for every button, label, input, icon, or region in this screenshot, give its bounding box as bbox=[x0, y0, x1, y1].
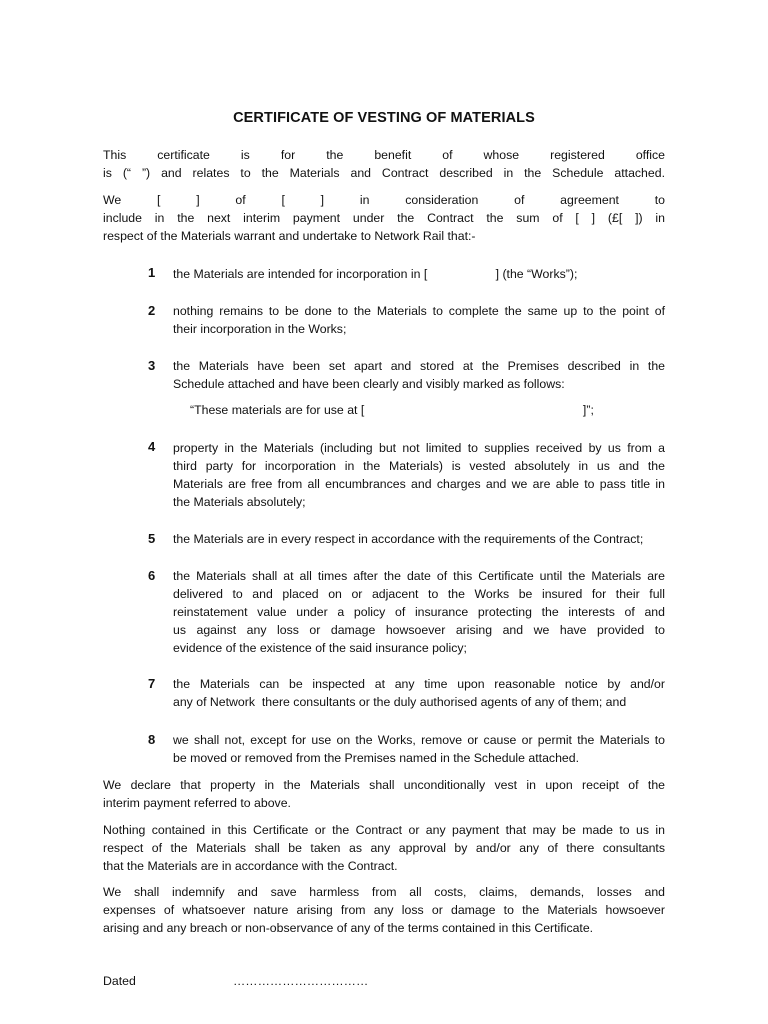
item-number: 4 bbox=[148, 439, 156, 454]
indemnify-line-3: arising and any breach or non-observance of any of the terms contained in this Certificate. bbox=[103, 921, 594, 935]
item-7-line-1: the Materials can be inspected at any time upon reasonable notice by and/or bbox=[173, 677, 665, 691]
item-2-line-1: nothing remains to be done to the Materials to complete the same up to the point of bbox=[173, 304, 665, 318]
item-7-line-2: any of Network there consultants or the duly authorised agents of any of them; and bbox=[173, 695, 627, 709]
item-6-line-1: the Materials shall at all times after the date of this Certificate until the Materials are bbox=[173, 569, 665, 583]
item-number: 7 bbox=[148, 676, 156, 691]
item-number: 8 bbox=[148, 732, 156, 747]
dated-label: Dated bbox=[103, 974, 136, 988]
we-line-2: include in the next interim payment under the Contract the sum of [ ] (£[ ]) in bbox=[103, 211, 665, 225]
intro-line-2: is (“ ”) and relates to the Materials and Contract described in the Schedule attached. bbox=[103, 166, 665, 180]
item-6-line-4: us against any loss or damage howsoever arising and we have provided to bbox=[173, 623, 665, 637]
intro-line-1: This certificate is for the benefit of whose registered office bbox=[103, 148, 665, 162]
declare-line-2: interim payment referred to above. bbox=[103, 796, 291, 810]
item-6-line-5: evidence of the existence of the said insurance policy; bbox=[173, 641, 467, 655]
item-number: 3 bbox=[148, 358, 156, 373]
indemnify-line-1: We shall indemnify and save harmless from all costs, claims, demands, losses and bbox=[103, 885, 665, 899]
nothing-line-2: respect of the Materials shall be taken as any approval by and/or any of there consultants bbox=[103, 841, 665, 855]
we-line-1: We [ ] of [ ] in consideration of agreement to bbox=[103, 193, 665, 207]
document-title: CERTIFICATE OF VESTING OF MATERIALS bbox=[233, 110, 535, 126]
item-4-line-4: the Materials absolutely; bbox=[173, 495, 306, 509]
nothing-line-3: that the Materials are in accordance with the Contract. bbox=[103, 859, 398, 873]
item-4-line-2: third party for incorporation in the Materials) is vested absolutely in us and the bbox=[173, 459, 665, 473]
we-line-3: respect of the Materials warrant and undertake to Network Rail that:- bbox=[103, 229, 476, 243]
marking-quote: “These materials are for use at [ ]”; bbox=[190, 403, 594, 417]
item-6-line-3: reinstatement value under a policy of insurance protecting the interests of and bbox=[173, 605, 665, 619]
item-number: 6 bbox=[148, 568, 156, 583]
item-8-line-2: be moved or removed from the Premises named in the Schedule attached. bbox=[173, 751, 580, 765]
declare-line-1: We declare that property in the Materials shall unconditionally vest in upon receipt of the bbox=[103, 778, 665, 792]
item-1-line-1: the Materials are intended for incorporation in [ ] (the “Works”); bbox=[173, 267, 578, 281]
item-number: 2 bbox=[148, 303, 156, 318]
item-6-line-2: delivered to and placed on or adjacent to the Works be insured for their full bbox=[173, 587, 665, 601]
item-3-line-1: the Materials have been set apart and stored at the Premises described in the bbox=[173, 359, 665, 373]
dated-signature-line: …………………………… bbox=[233, 974, 369, 988]
item-number: 1 bbox=[148, 265, 156, 280]
item-3-line-2: Schedule attached and have been clearly and visibly marked as follows: bbox=[173, 377, 565, 391]
item-2-line-2: their incorporation in the Works; bbox=[173, 322, 347, 336]
nothing-line-1: Nothing contained in this Certificate or the Contract or any payment that may be made to us in bbox=[103, 823, 665, 837]
item-8-line-1: we shall not, except for use on the Works, remove or cause or permit the Materials to bbox=[173, 733, 665, 747]
item-4-line-1: property in the Materials (including but not limited to supplies received by us from a bbox=[173, 441, 665, 455]
item-5-line-1: the Materials are in every respect in accordance with the requirements of the Contract; bbox=[173, 532, 644, 546]
item-4-line-3: Materials are free from all encumbrances and charges and we are able to pass title in bbox=[173, 477, 665, 491]
indemnify-line-2: expenses of whatsoever nature arising from any loss or damage to the Materials howsoever bbox=[103, 903, 665, 917]
item-number: 5 bbox=[148, 531, 156, 546]
